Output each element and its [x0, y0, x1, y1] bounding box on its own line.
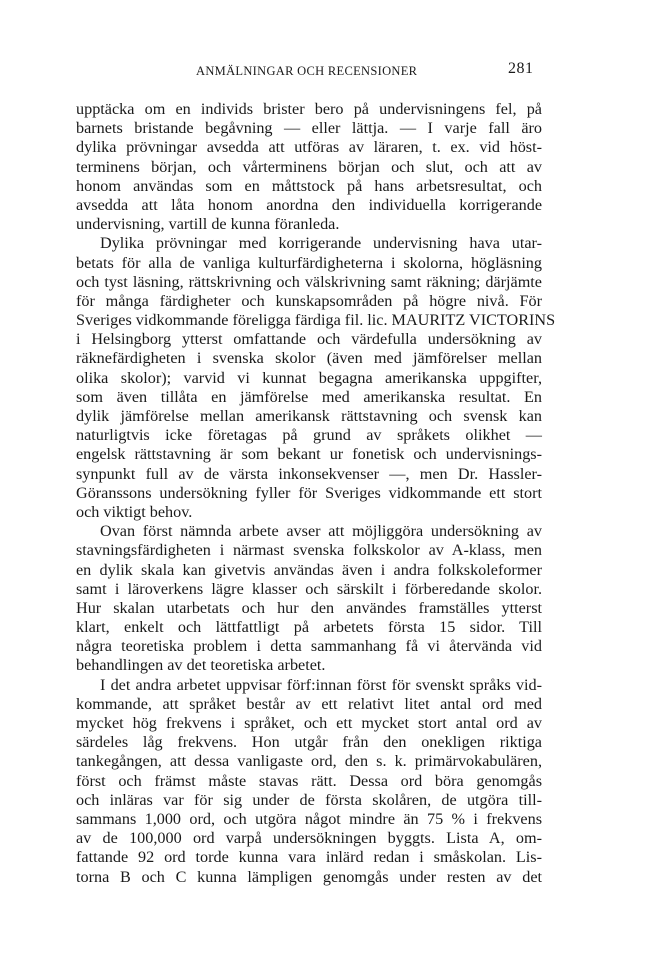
text-line: Dylika prövningar med korrigerande undervisning hava utar-: [100, 234, 542, 253]
text-line: som även tillåta en jämförelse med amerikanska resultat. En: [76, 387, 542, 406]
text-line: dylika prövningar avsedda att utföras av läraren, t. ex. vid höst-: [76, 138, 542, 157]
text-line: fattande 92 ord torde kunna vara inlärd redan i småskolan. Lis-: [76, 848, 542, 867]
text-line: sammans 1,000 ord, och utgöra något mindre än 75 % i frekvens: [76, 809, 542, 828]
text-line: tankegången, att dessa vanligaste ord, den s. k. primärvokabulären,: [76, 752, 542, 771]
text-line: synpunkt full av de värsta inkonsekvenser —, men Dr. Hassler-: [76, 464, 542, 483]
text-line: samt i läroverkens lägre klasser och särskilt i förberedande skolor.: [76, 579, 542, 598]
text-line: engelsk rättstavning är som bekant ur fonetisk och undervisnings-: [76, 445, 542, 464]
body-text: [76, 100, 556, 887]
text-line: torna B och C kunna lämpligen genomgås under resten av det: [76, 867, 542, 886]
text-line: särdeles låg frekvens. Hon utgår från den onekligen riktiga: [76, 733, 542, 752]
text-line: först och främst måste stavas rätt. Dessa ord böra genomgås: [76, 771, 542, 790]
text-line: avsedda att låta honom anordna den individuella korrigerande: [76, 195, 542, 214]
text-line: och viktigt behov.: [76, 502, 193, 521]
text-line: behandlingen av det teoretiska arbetet.: [76, 656, 326, 675]
text-line: stavningsfärdigheten i närmast svenska folkskolor av A-klass, men: [76, 541, 542, 560]
text-line: Hur skalan utarbetats och hur den användes framställes ytterst: [76, 598, 542, 617]
text-line: dylik jämförelse mellan amerikansk rättstavning och svensk kan: [76, 407, 542, 425]
text-line: terminens början, och vårterminens början och slut, och att av: [76, 157, 542, 176]
text-line: upptäcka om en individs brister bero på undervisningens fel, på: [76, 100, 542, 118]
text-line: av de 100,000 ord varpå undersökningen byggts. Lista A, om-: [76, 829, 542, 848]
text-line: naturligtvis icke företagas på grund av språkets olikhet —: [76, 426, 542, 445]
text-line: Sveriges vidkommande föreligga färdiga fil. lic. MAURITZ VICTORINS: [76, 311, 556, 330]
page-number: 281: [508, 60, 534, 77]
text-line: betats för alla de vanliga kulturfärdigheterna i skolorna, högläsning: [76, 253, 542, 272]
text-line: mycket hög frekvens i språket, och ett mycket stort antal ord av: [76, 714, 542, 732]
text-line: barnets bristande begåvning — eller lättja. — I varje fall äro: [76, 119, 542, 138]
text-line: klart, enkelt och lättfattligt på arbetets första 15 sidor. Till: [76, 618, 542, 637]
text-line: en dylik skala kan givetvis användas även i andra folkskoleformer: [76, 560, 542, 579]
text-line: och tyst läsning, rättskrivning och välskrivning samt räkning; därjämte: [76, 272, 542, 291]
text-line: olika skolor); varvid vi kunnat begagna amerikanska uppgifter,: [76, 368, 542, 387]
text-line: för många färdigheter och kunskapsområden på högre nivå. För: [76, 291, 542, 310]
text-line: räknefärdigheten i svenska skolor (även med jämförelser mellan: [76, 349, 542, 368]
text-line: i Helsingborg ytterst omfattande och värdefulla undersökning av: [76, 330, 542, 349]
running-head: ANMÄLNINGAR OCH RECENSIONER: [196, 64, 418, 78]
text-line: Göranssons undersökning fyller för Sveriges vidkommande ett stort: [76, 483, 542, 502]
text-line: Ovan först nämnda arbete avser att möjliggöra undersökning av: [100, 522, 542, 541]
text-line: några teoretiska problem i detta sammanhang få vi återvända vid: [76, 637, 542, 656]
text-line: och inläras var för sig under de första skolåren, de utgöra till-: [76, 790, 542, 809]
text-line: I det andra arbetet uppvisar förf:innan först för svenskt språks vid-: [100, 675, 542, 694]
text-line: undervisning, vartill de kunna föranleda.: [76, 215, 340, 234]
text-line: honom användas som en måttstock på hans arbetsresultat, och: [76, 176, 542, 195]
text-line: kommande, att språket består av ett relativt litet antal ord med: [76, 694, 542, 713]
